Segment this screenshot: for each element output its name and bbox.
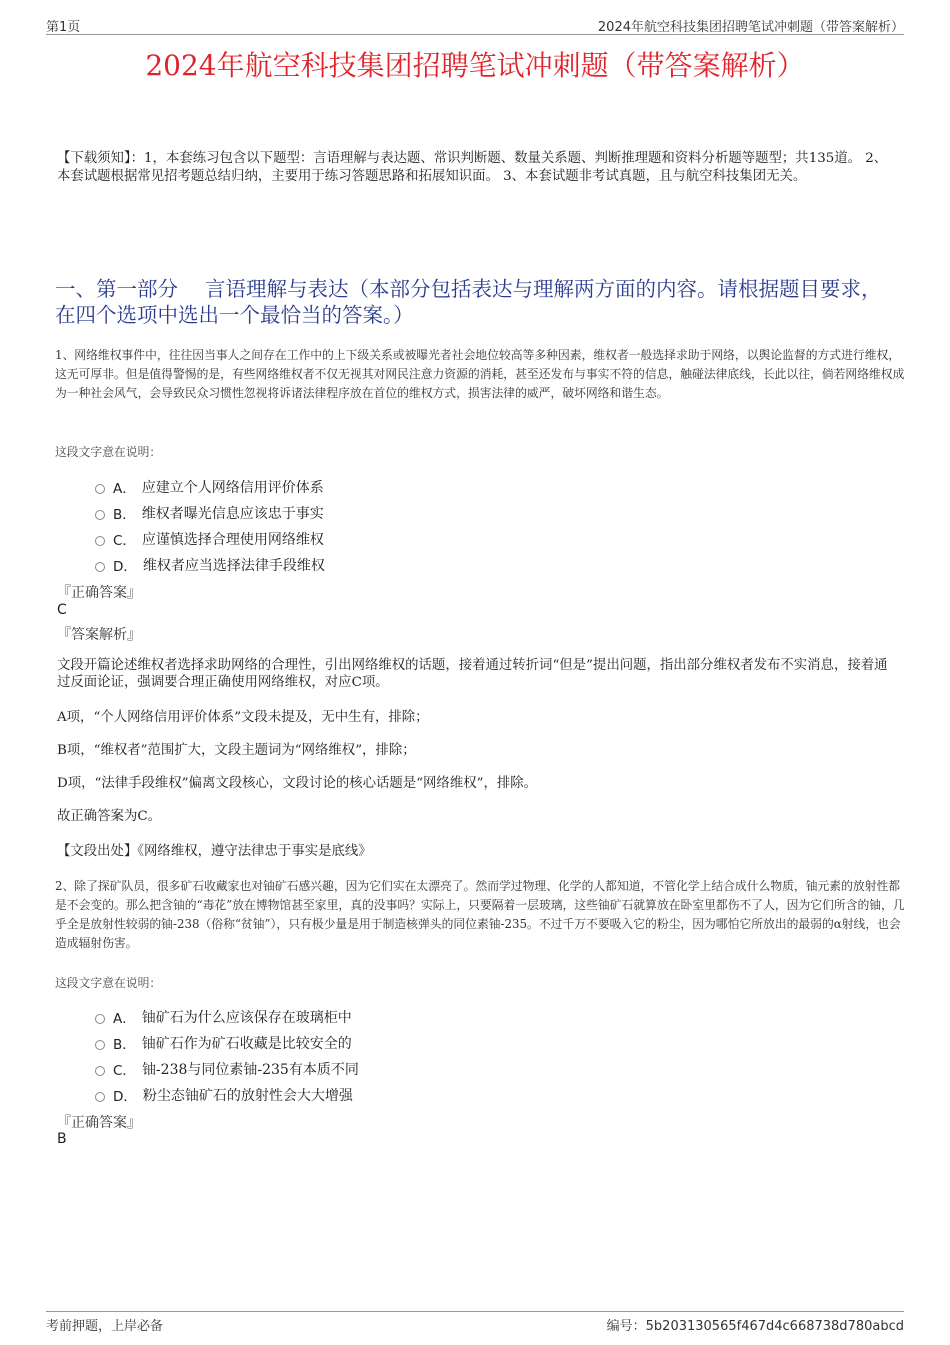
question-2-option-d[interactable] <box>95 1085 353 1105</box>
analysis-paragraph: 故正确答案为C。 <box>57 809 161 824</box>
question-2-option-a[interactable] <box>95 1007 352 1027</box>
code-label: 编号： <box>606 1319 646 1334</box>
option-letter: A． <box>113 481 136 497</box>
analysis-paragraph: A项，“个人网络信用评价体系”文段未提及，无中生有，排除； <box>57 710 429 725</box>
option-text: 维权者曝光信息应该忠于事实 <box>141 506 324 522</box>
option-text: 铀矿石为什么应该保存在玻璃柜中 <box>141 1010 352 1026</box>
question-1-prompt: 这段文字意在说明： <box>55 445 162 459</box>
section-heading: 一、第一部分 言语理解与表达（本部分包括表达与理解两方面的内容。请根据题目要求，在四个选项中选出一个最恰当的答案。） <box>55 277 882 327</box>
radio-icon[interactable] <box>95 1014 105 1024</box>
page-number: 第1页 <box>46 20 81 35</box>
option-letter: D． <box>113 559 137 575</box>
question-2-prompt: 这段文字意在说明： <box>55 976 162 990</box>
option-letter: D． <box>113 1089 137 1105</box>
question-1-option-a[interactable] <box>95 477 324 497</box>
radio-icon[interactable] <box>95 510 105 520</box>
radio-icon[interactable] <box>95 1040 105 1050</box>
header-doc-title: 2024年航空科技集团招聘笔试冲刺题（带答案解析） <box>597 20 904 35</box>
correct-answer: C <box>57 602 67 618</box>
correct-answer-label: 『正确答案』 <box>57 1115 141 1131</box>
option-text: 应谨慎选择合理使用网络维权 <box>141 532 324 548</box>
option-text: 应建立个人网络信用评价体系 <box>141 480 324 496</box>
question-2-option-c[interactable] <box>95 1059 359 1079</box>
question-2-stem: 2、除了探矿队员，很多矿石收藏家也对铀矿石感兴趣，因为它们实在太漂亮了。然而学过物理、化学的人都知道，不管化学上结合成什么物质，铀元素的放射性都是不会变的。那么把含铀的“毒花”放在博物馆甚至家里，真的没事吗？实际上，只要隔着一层玻璃，这些铀矿石就算放在卧室里都伤不了人，因为它们所含的铀，几乎全是放射性较弱的铀-238（俗称“贫铀”），只有极少量是用于制造核弹头的同位素铀-235。不过千万不要吸入它的粉尘，因为哪怕它所放出的最弱的α射线，也会造成辐射伤害。 <box>55 879 905 950</box>
question-1-option-b[interactable] <box>95 503 324 523</box>
option-text: 铀矿石作为矿石收藏是比较安全的 <box>141 1036 352 1052</box>
radio-icon[interactable] <box>95 536 105 546</box>
question-1-option-c[interactable] <box>95 529 324 549</box>
footer-slogan: 考前押题，上岸必备 <box>46 1319 164 1334</box>
question-1-option-d[interactable] <box>95 555 325 575</box>
radio-icon[interactable] <box>95 1066 105 1076</box>
option-text: 维权者应当选择法律手段维权 <box>142 558 325 574</box>
radio-icon[interactable] <box>95 484 105 494</box>
page-footer <box>46 1311 904 1336</box>
analysis-paragraph: 文段开篇论述维权者选择求助网络的合理性，引出网络维权的话题，接着通过转折词“但是”提出问题，指出部分维权者发布不实消息，接着通过反面论证，强调要合理正确使用网络维权，对应C项。 <box>57 658 888 690</box>
download-notice: 【下载须知】：1，本套练习包含以下题型：言语理解与表达题、常识判断题、数量关系题、判断推理题和资料分析题等题型；共135道。 2、本套试题根据常见招考题总结归纳，主要用于练习答题思路和拓展知识面。 3、本套试题非考试真题，且与航空科技集团无关。 <box>57 151 888 184</box>
option-text: 粉尘态铀矿石的放射性会大大增强 <box>142 1088 353 1104</box>
document-code <box>607 1315 904 1334</box>
analysis-paragraph: B项，“维权者”范围扩大，文段主题词为“网络维权”，排除； <box>57 743 416 758</box>
question-2-option-b[interactable] <box>95 1033 352 1053</box>
analysis-label: 『答案解析』 <box>57 627 141 643</box>
correct-answer: B <box>57 1131 67 1147</box>
radio-icon[interactable] <box>95 562 105 572</box>
option-letter: A． <box>113 1011 136 1027</box>
question-1-stem: 1、网络维权事件中，往往因当事人之间存在工作中的上下级关系或被曝光者社会地位较高等多种因素，维权者一般选择求助于网络，以舆论监督的方式进行维权，这无可厚非。但是值得警惕的是，有些网络维权者不仅无视其对网民注意力资源的消耗，甚至还发布与事实不符的信息，触碰法律底线，长此以往，倘若网络维权成为一种社会风气，会导致民众习惯性忽视将诉诸法律程序放在首位的维权方式，损害法律的威严，破坏网络和谐生态。 <box>55 348 905 400</box>
option-letter: C． <box>113 1063 136 1079</box>
source-citation: 【文段出处】《网络维权，遵守法律忠于事实是底线》 <box>57 844 372 859</box>
analysis-paragraph: D项，“法律手段维权”偏离文段核心，文段讨论的核心话题是“网络维权”，排除。 <box>57 776 538 791</box>
document-title: 2024年航空科技集团招聘笔试冲刺题（带答案解析） <box>145 49 805 82</box>
option-letter: B． <box>113 1037 136 1053</box>
option-text: 铀-238与同位素铀-235有本质不同 <box>141 1062 359 1078</box>
radio-icon[interactable] <box>95 1092 105 1102</box>
option-letter: B． <box>113 507 136 523</box>
correct-answer-label: 『正确答案』 <box>57 585 141 601</box>
code-value: 5b203130565f467d4c668738d780abcd <box>645 1319 904 1334</box>
option-letter: C． <box>113 533 136 549</box>
page-header <box>46 14 904 35</box>
